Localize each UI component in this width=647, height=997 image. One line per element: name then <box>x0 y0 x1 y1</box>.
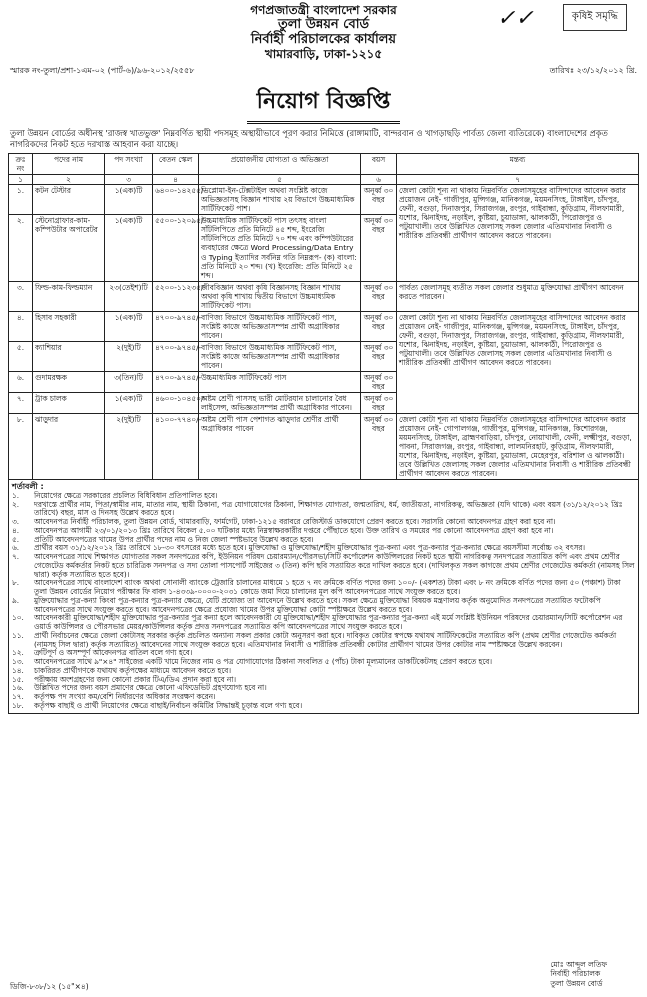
row-qualification: বাণিজ্য বিভাগে উচ্চমাধ্যমিক সার্টিফিকেট পাস, সংশ্লিষ্ট কাজে অভিজ্ঞতাসম্পন্ন প্রার্থী অগ্রাধিকার পাবেন। <box>199 311 361 341</box>
term-number: ৩. <box>12 517 20 527</box>
footer-code: ডিজি-৮৩৮/১২ (১৫"×৪) <box>10 982 89 991</box>
term-number: ২. <box>12 499 20 509</box>
col-header-count: পদ সংখ্যা <box>105 154 153 175</box>
col-header-qualification: প্রয়োজনীয় যোগ্যতা ও অভিজ্ঞতা <box>199 154 361 175</box>
table-row <box>9 185 639 215</box>
row-serial: ৮. <box>9 414 33 480</box>
col-number: ৬ <box>361 175 397 185</box>
row-qualification: বাণিজ্য বিভাগে উচ্চমাধ্যমিক সার্টিফিকেট পাস, সংশ্লিষ্ট কাজে অভিজ্ঞতাসম্পন্ন প্রার্থী অগ্রাধিকার পাবেন। <box>199 341 361 371</box>
term-text: আবেদনপত্রের সাথে ৯"×৪" সাইজের একটি খামে নিজের নাম ও পত্র যোগাযোগের ঠিকানা সংবলিত ৫ (পাঁচ) টাকা মূল্যমানের ডাকটিকেটসহ প্রেরণ করতে হবে। <box>34 657 492 667</box>
row-serial: ৩. <box>9 281 33 311</box>
row-post: ক্যাশিয়ার <box>33 341 105 371</box>
row-remark: জেলা কোটা শূন্য না থাকায় নিম্নবর্ণিত জেলাসমূহের বাসিন্দাদের আবেদন করার প্রয়োজন নেই- গাজীপুর, মানিকগঞ্জ, মুন্সিগঞ্জ, ময়মনসিংহ, টাঙ্গাইল, চাঁদপুর, ফেনী, বগুড়া, দিনাজপুর, সিরাজগঞ্জ, রংপুর, গাইবান্ধা, কুড়িগ্রাম, নীলফামারী, যশোর, ঝিনাইদহ, নড়াইল, কুষ্টিয়া, চুয়াডাঙ্গা, ঝালকাঠী, পিরোজপুর ও পটুয়াখালী। তবে উল্লিখিত জেলাসহ সকল জেলার এতিমখানার নিবাসী ও শারীরিক প্রতিবন্ধী প্রার্থীগণ আবেদন করতে পারবেন। <box>397 311 639 413</box>
row-count: ২(দুই)টি <box>105 414 153 480</box>
term-text: উল্লিখিত পদের জন্য বয়স প্রমাণের ক্ষেত্রে কোনো এফিডেভিট গ্রহণযোগ্য হবে না। <box>34 683 267 693</box>
col-number: ৫ <box>199 175 361 185</box>
term-number: ১৭. <box>12 692 24 702</box>
term-text: কর্তৃপক্ষ পদ সংখ্যা কম/বেশি নির্ধারণের অধিকার সংরক্ষণ করেন। <box>34 692 216 702</box>
list-item <box>12 632 635 650</box>
term-number: ১১. <box>12 630 24 640</box>
row-qualification: জীববিজ্ঞান অথবা কৃষি বিজ্ঞানসহ বিজ্ঞান শাখায় অথবা কৃষি শাখায় দ্বিতীয় বিভাগে উচ্চমাধ্যমিক সার্টিফিকেট পাস। <box>199 281 361 311</box>
signatory-name: মোঃ আব্দুল লতিফ <box>550 960 607 969</box>
row-count: ২৩(তেইশ)টি <box>105 281 153 311</box>
list-item <box>12 579 635 597</box>
col-number: ৪ <box>153 175 199 185</box>
government-name: গণপ্রজাতন্ত্রী বাংলাদেশ সরকার <box>250 3 397 17</box>
term-number: ১২. <box>12 648 24 658</box>
row-age: অনূর্ধ্ব ৩০ বছর <box>361 414 397 480</box>
row-scale: ৪১০০-৭৭৪০/- <box>153 414 199 480</box>
row-qualification: উচ্চমাধ্যমিক সার্টিফিকেট পাস তৎসহ বাংলা সাঁটলিপিতে প্রতি মিনিটে ৪৫ শব্দ, ইংরেজি সাঁটলিপিতে প্রতি মিনিটে ৭০ শব্দ এবং কম্পিউটারের ব্যবহারের ক্ষেত্রে Word Processing/Data Entry ও Typing ইত্যাদির সর্বনিম্ন গতি নিম্নরূপ- (ক) বাংলা: প্রতি মিনিটে ২০ শব্দ। (খ) ইংরেজি: প্রতি মিনিটে ২৫ শব্দ। <box>199 215 361 281</box>
intro-paragraph: তুলা উন্নয়ন বোর্ডের অধীনস্থ 'রাজস্ব খাতভুক্ত' নিম্নবর্ণিত স্থায়ী পদসমূহ অস্থায়ীভাবে পূরণ করার নিমিত্তে (রাঙ্গামাটি, বান্দরবান ও খাগড়াছড়ি পার্বত্য জেলা ব্যতিরেকে) বাংলাদেশের প্রকৃত নাগরিকদের নিকট হতে দরখাস্ত আহবান করা যাচ্ছে। <box>10 128 608 149</box>
term-text: আবেদনপত্রের সাথে শিক্ষাগত যোগ্যতার সকল সনদপত্রের কপি, ইউনিয়ন পরিষদ চেয়ারম্যান/পৌরসভা/সিটি কর্পোরেশন কাউন্সিলরের নিকট হতে স্থায়ী নাগরিকত্ব সনদপত্রের সত্যায়িত কপি এবং প্রথম শ্রেণীর গেজেটেড কর্মকর্তার নিকট হতে চারিত্রিক সনদপত্র ও সদ্য তোলা পাসপোর্ট সাইজের ৩ (তিন) কপি ছবি সত্যায়িত করে দাখিল করতে হবে। (দাখিলকৃত সকল কাগজে প্রথম শ্রেণীর গেজেটেড কর্মকর্তা (নামসহ সিল দ্বারা) কর্তৃক সত্যায়িত হতে হবে)। <box>34 552 635 579</box>
row-remark: জেলা কোটা শূন্য না থাকায় নিম্নবর্ণিত জেলাসমূহের বাসিন্দাদের আবেদন করার প্রয়োজন নেই- গোপালগঞ্জ, গাজীপুর, মুন্সিগঞ্জ, মানিকগঞ্জ, কিশোরগঞ্জ, ময়মনসিংহ, টাঙ্গাইল, ব্রাহ্মণবাড়িয়া, চাঁদপুর, নোয়াখালী, ফেনী, লক্ষ্মীপুর, বগুড়া, পাবনা, সিরাজগঞ্জ, রংপুর, গাইবান্ধা, লালমনিরহাট, কুড়িগ্রাম, নীলফামারী, যশোর, ঝিনাইদহ, নড়াইল, কুষ্টিয়া, চুয়াডাঙ্গা, মেহেরপুর, বরিশাল ও ঝালকাঠী। তবে উল্লিখিত জেলাসহ সকল জেলার এতিমখানার নিবাসী ও শারীরিক প্রতিবন্ধী প্রার্থীগণ আবেদন করতে পারবেন। <box>397 414 639 480</box>
notice-title: নিয়োগ বিজ্ঞপ্তি <box>247 84 401 124</box>
slogan-box: কৃষিই সমৃদ্ধি <box>563 4 627 31</box>
row-count: ১(এক)টি <box>105 392 153 413</box>
col-header-post: পদের নাম <box>33 154 105 175</box>
row-post: গুদামরক্ষক <box>33 371 105 392</box>
col-number: ৭ <box>397 175 639 185</box>
term-text: দরখাস্তে প্রার্থীর নাম, পিতা/স্বামীর নাম, মাতার নাম, স্থায়ী ঠিকানা, পত্র যোগাযোগের ঠিকানা, শিক্ষাগত যোগ্যতা, জন্মতারিখ, ধর্ম, জাতীয়তা, নাগরিকত্ব, অভিজ্ঞতা (যদি থাকে) এবং বয়স (৩১/১২/২০১২ খ্রিঃ তারিখে) বছর, মাস ও দিনসহ উল্লেখ করতে হবে। <box>34 499 623 518</box>
notice-date: তারিখঃ ২৩/১২/২০১২ খ্রি. <box>549 66 637 76</box>
term-text: প্রার্থীর বয়স ৩১/১২/২০১২ খ্রিঃ তারিখে ১৮-৩০ বৎসরের মধ্যে হতে হবে। মুক্তিযোদ্ধা ও মুক্তিযোদ্ধা/শহীদ মুক্তিযোদ্ধার পুত্র-কন্যা এবং পুত্র-কন্যার পুত্র-কন্যার ক্ষেত্রে বয়সসীমা সর্বোচ্চ ৩২ বৎসর। <box>34 543 586 553</box>
term-number: ১৩. <box>12 657 24 667</box>
signatory-org: তুলা উন্নয়ন বোর্ড <box>550 978 603 988</box>
row-serial: ১. <box>9 185 33 215</box>
reference-row <box>8 65 639 78</box>
list-item <box>12 501 635 519</box>
term-text: প্রতিটি আবেদনপত্রের খামের উপর প্রার্থীর পদের নাম ও নিজ জেলা স্পষ্টভাবে উল্লেখ করতে হবে। <box>34 534 314 544</box>
terms-heading: শর্তাবলী : <box>12 482 44 492</box>
term-text: নিয়োগের ক্ষেত্রে সরকারের প্রচলিত বিধিবিধান প্রতিপালিত হবে। <box>34 490 218 500</box>
row-remark: পার্বত্য জেলাসমূহ ব্যতীত সকল জেলার শুধুমাত্র মুক্তিযোদ্ধা প্রার্থীগণ আবেদন করতে পারবেন। <box>397 281 639 311</box>
list-item <box>12 553 635 579</box>
term-number: ৮. <box>12 578 20 588</box>
row-scale: ৫৫০০-১২০৯৫/- <box>153 215 199 281</box>
term-text: পরীক্ষায় অংশগ্রহণের জন্য কোনো প্রকার টিএ/ডিএ প্রদান করা হবে না। <box>34 674 236 684</box>
row-qualification: ডিপ্লোমা-ইন-টেক্সটাইল অথবা সংশ্লিষ্ট কাজে অভিজ্ঞতাসহ বিজ্ঞান শাখায় ২য় বিভাগে উচ্চমাধ্যমিক সার্টিফিকেট পাশ। <box>199 185 361 215</box>
row-age: অনূর্ধ্ব ৩০ বছর <box>361 392 397 413</box>
letterhead <box>8 4 639 61</box>
row-scale: ৫২০০-১১২৩৫/- <box>153 281 199 311</box>
term-text: ত্রুটিপূর্ণ ও অসম্পূর্ণ আবেদনপত্র বাতিল বলে গণ্য হবে। <box>34 648 193 658</box>
row-age: অনূর্ধ্ব ৩০ বছর <box>361 185 397 215</box>
list-item <box>12 597 635 615</box>
row-age: অনূর্ধ্ব ৩০ বছর <box>361 311 397 341</box>
vacancy-table <box>8 153 639 480</box>
terms-section <box>8 480 639 713</box>
term-number: ৭. <box>12 552 20 562</box>
term-number: ১৬. <box>12 683 24 693</box>
col-number: ১ <box>9 175 33 185</box>
col-header-scale: বেতন স্কেল <box>153 154 199 175</box>
row-age: অনূর্ধ্ব ৩০ বছর <box>361 371 397 392</box>
term-number: ৬. <box>12 543 20 553</box>
term-text: আবেদনকারী মুক্তিযোদ্ধা/শহীদ মুক্তিযোদ্ধার পুত্র-কন্যার পুত্র কন্যা হলে আবেদনকারী যে মুক্তিযোদ্ধা/শহীদ মুক্তিযোদ্ধার পুত্র-কন্যার পুত্র-কন্যা এই মর্মে সংশ্লিষ্ট ইউনিয়ন পরিষদের চেয়ারম্যান/সিটি কর্পোরেশন এর ওয়ার্ড কাউন্সিলর ও পৌরসভার মেয়র/কাউন্সিলর কর্তৃক প্রদত্ত সনদপত্রের সত্যায়িত কপি আবেদনপত্রের সাথে সংযুক্ত করতে হবে। <box>34 613 623 632</box>
col-header-age: বয়স <box>361 154 397 175</box>
term-text: চাকরিরত প্রার্থীগণকে যথাযথ কর্তৃপক্ষের মাধ্যমে আবেদন করতে হবে। <box>34 665 231 675</box>
row-age: অনূর্ধ্ব ৩০ বছর <box>361 215 397 281</box>
term-number: ৪. <box>12 525 20 535</box>
row-qualification: অষ্টম শ্রেণী পাস পেশাগত ঝাড়ুদার শ্রেণীর প্রার্থী অগ্রাধিকার পাবেন <box>199 414 361 480</box>
term-number: ১৫. <box>12 674 24 684</box>
term-text: আবেদনপত্র আগামী ২৩/০১/২০১৩ খ্রিঃ তারিখে বিকেল ৫.০০ ঘটিকার মধ্যে নিম্নস্বাক্ষরকারীর দপ্তরে পৌঁছাতে হবে। উক্ত তারিখ ও সময়ের পর কোনো আবেদনপত্র গ্রহণ করা হবে না। <box>34 525 554 535</box>
list-item <box>12 702 635 711</box>
col-header-remarks: মন্তব্য <box>397 154 639 175</box>
row-post: স্টেনোগ্রাফার-কাম-কম্পিউটার অপারেটর <box>33 215 105 281</box>
row-count: ১(এক)টি <box>105 311 153 341</box>
row-scale: ৬৪০০-১৪২৫৫/- <box>153 185 199 215</box>
term-number: ১. <box>12 490 20 500</box>
row-post: ঝাড়ুদার <box>33 414 105 480</box>
row-remark: জেলা কোটা শূন্য না থাকায় নিম্নবর্ণিত জেলাসমূহের বাসিন্দাদের আবেদন করার প্রয়োজন নেই- গাজীপুর, মুন্সিগঞ্জ, মানিকগঞ্জ, ময়মনসিংহ, টাঙ্গাইল, চাঁদপুর, ফেনী, বগুড়া, দিনাজপুর, সিরাজগঞ্জ, রংপুর, গাইবান্ধা, কুড়িগ্রাম, নীলফামারী, যশোর, ঝিনাইদহ, নড়াইল, কুষ্টিয়া, চুয়াডাঙ্গা, ঝালকাঠী, পিরোজপুর ও পটুয়াখালী। তবে উল্লিখিত জেলাসহ সকল জেলার এতিমখানার নিবাসী ও শারীরিক প্রতিবন্ধী প্রার্থীগণ আবেদন করতে পারবেন। <box>397 185 639 281</box>
row-age: অনূর্ধ্ব ৩০ বছর <box>361 281 397 311</box>
row-serial: ৫. <box>9 341 33 371</box>
list-item <box>12 614 635 632</box>
col-number: ২ <box>33 175 105 185</box>
signature-block <box>550 960 607 988</box>
row-serial: ৬. <box>9 371 33 392</box>
term-text: প্রার্থী নির্বাচনের ক্ষেত্রে জেলা কোটাসহ সরকার কর্তৃক প্রচলিত অন্যান্য সকল প্রকার কোটা অনুসরণ করা হবে। দাবিকৃত কোটার স্বপক্ষে যথাযথ সার্টিফিকেটের সত্যায়িত কপি (প্রথম শ্রেণীর গেজেটেড কর্মকর্তা (নামসহ সিল দ্বারা) কর্তৃক সত্যায়িত) আবেদনের সাথে সংযুক্ত করতে হবে। এতিমখানার নিবাসী ও শারীরিক প্রতিবন্ধী কোটার প্রার্থীগণ খামের উপর কোটার নাম স্পষ্টাক্ষরে উল্লেখ করবেন। <box>34 630 617 649</box>
office-address: খামারবাড়ি, ঢাকা-১২১৫ <box>264 46 383 61</box>
memo-number: স্মারক নং-তুলা/প্রশা-১এম-০২ (পার্ট-৬)/৯৬-২০১২/২৫৫৮ <box>10 66 195 76</box>
row-post: কটন টেস্টার <box>33 185 105 215</box>
row-qualification: উচ্চমাধ্যমিক সার্টিফিকেট পাস <box>199 371 361 392</box>
row-serial: ৭. <box>9 392 33 413</box>
col-header-serial: ক্রঃ নং <box>9 154 33 175</box>
term-number: ১৮. <box>12 700 24 710</box>
row-post: হিসাব সহকারী <box>33 311 105 341</box>
office-name: নির্বাহী পরিচালকের কার্যালয় <box>250 31 397 47</box>
term-text: কর্তৃপক্ষ বাছাই ও প্রার্থী নিয়োগের ক্ষেত্রে বাছাই/নির্বাচন কমিটির সিদ্ধান্তই চূড়ান্ত বলে গণ্য হবে। <box>34 700 303 710</box>
row-count: ১(এক)টি <box>105 215 153 281</box>
row-count: ৩(তিন)টি <box>105 371 153 392</box>
signatory-designation: নির্বাহী পরিচালক <box>550 969 601 979</box>
row-scale: ৪৬০০-১০৪৫০/- <box>153 392 199 413</box>
col-number: ৩ <box>105 175 153 185</box>
term-number: ৯. <box>12 595 20 605</box>
term-text: আবেদনপত্রের সাথে বাংলাদেশ ব্যাংক অথবা সোনালী ব্যাংকে ট্রেজারি চালানের মাধ্যমে ১ হতে ৭ নং ক্রমিকে বর্ণিত পদের জন্য ১০০/- (একশত) টাকা এবং ৮ নং ক্রমিকে বর্ণিত পদের জন্য ৫০ (পঞ্চাশ) টাকা তুলা উন্নয়ন বোর্ডের নিয়োগ পরীক্ষার ফি বাবদ ১-৪৩৩৯-০০০০-২০৩১ কোডে জমা দিয়ে চালানের মূল কপি আবেদনপত্রের সাথে সংযুক্ত করতে হবে। <box>34 578 621 597</box>
term-text: আবেদনপত্র নির্বাহী পরিচালক, তুলা উন্নয়ন বোর্ড, খামারবাড়ি, ফার্মগেট, ঢাকা-১২১৫ বরাবরে রেজিস্টার্ড ডাকযোগে প্রেরণ করতে হবে। সরাসরি কোনো আবেদনপত্র গ্রহণ করা হবে না। <box>34 517 556 527</box>
table-row <box>9 311 639 341</box>
row-serial: ২. <box>9 215 33 281</box>
row-scale: ৪৭০০-৯৭৪৫/- <box>153 311 199 341</box>
table-row <box>9 414 639 480</box>
term-text: মুক্তিযোদ্ধার পুত্র-কন্যা কিংবা পুত্র-কন্যার পুত্র-কন্যার ক্ষেত্রে, যেটি প্রযোজ্য তা আবেদনে উল্লেখ করতে হবে। সকল ক্ষেত্রে মুক্তিযোদ্ধা বিষয়ক মন্ত্রণালয় কর্তৃক অনুমোদিত সনদপত্রের সত্যায়িত ফটোকপি আবেদনপত্রের সাথে সংযুক্ত করতে হবে। আবেদনপত্রের ক্ষেত্রে প্রযোজ্য খামের উপর মুক্তিযোদ্ধা কোটা স্পষ্টাক্ষরে উল্লেখ করতে হবে। <box>34 595 601 614</box>
organization-name: তুলা উন্নয়ন বোর্ড <box>277 16 370 32</box>
term-number: ৫. <box>12 534 20 544</box>
row-post: ফিল্ড-কাম-ফিল্ডম্যান <box>33 281 105 311</box>
term-number: ১০. <box>12 613 24 623</box>
row-qualification: অষ্টম শ্রেণী পাসসহ ভারী মোটরযান চালানোর বৈধ লাইসেন্স, অভিজ্ঞতাসম্পন্ন প্রার্থী অগ্রাধিকার পাবেন। <box>199 392 361 413</box>
row-count: ১(এক)টি <box>105 185 153 215</box>
row-serial: ৪. <box>9 311 33 341</box>
table-row <box>9 281 639 311</box>
row-count: ২(দুই)টি <box>105 341 153 371</box>
row-scale: ৪৭০০-৯৭৪৫/- <box>153 371 199 392</box>
table-number-row <box>9 175 639 185</box>
term-number: ১৪. <box>12 665 24 675</box>
row-scale: ৪৭০০-৯৭৪৫/- <box>153 341 199 371</box>
table-header-row <box>9 154 639 175</box>
check-mark-icon: ✓✓ <box>497 6 534 31</box>
row-post: ট্রাক চালক <box>33 392 105 413</box>
row-age: অনূর্ধ্ব ৩০ বছর <box>361 341 397 371</box>
notice-title-wrap <box>8 84 639 124</box>
